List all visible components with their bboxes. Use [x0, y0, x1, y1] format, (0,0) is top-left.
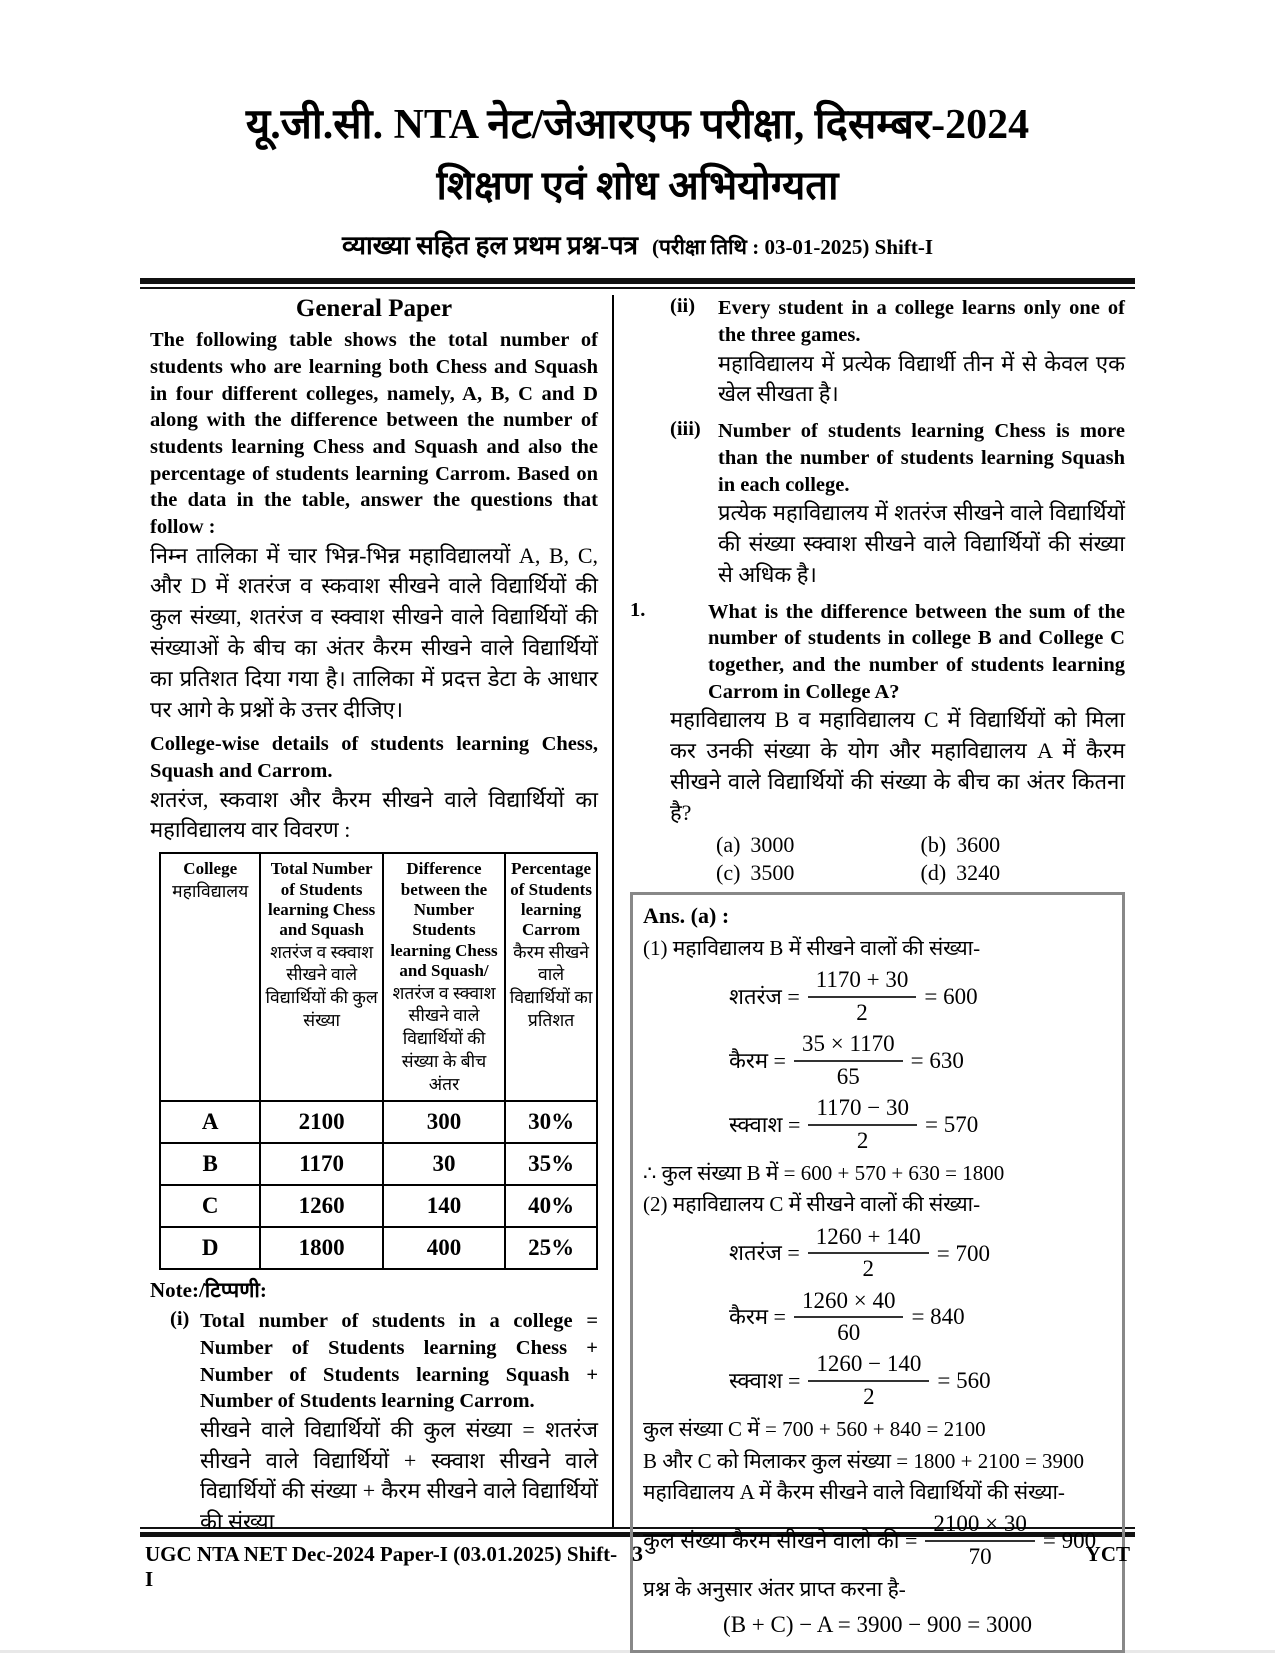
option-b-value: 3600 — [956, 832, 1001, 858]
formula-label: स्क्वाश = — [729, 1111, 801, 1137]
college-data-table — [159, 852, 598, 1270]
solution-text: प्रश्न के अनुसार अंतर प्राप्त करना है- — [643, 1577, 906, 1602]
formula-result: = 630 — [910, 1048, 964, 1074]
condition-ii-body — [718, 295, 1125, 410]
question-options — [670, 832, 1125, 886]
note-item-i — [150, 1308, 598, 1538]
question-english: What is the difference between the sum of the number of students in college B and College C together, and the number of students learning Carrom in College A? — [708, 600, 1125, 703]
solution-formula — [729, 1351, 1112, 1410]
condition-item-ii — [630, 295, 1125, 410]
table-row — [160, 1143, 597, 1185]
table-cell: 40% — [505, 1185, 597, 1227]
formula-result: = 840 — [911, 1304, 965, 1330]
table-caption-english: College-wise details of students learning Chess, Squash and Carrom. — [150, 733, 598, 782]
condition-iii-hindi: प्रत्येक महाविद्यालय में शतरंज सीखने वाले विद्यार्थियों की संख्या स्क्वाश सीखने वाले विद्यार्थियों की संख्या से अधिक है। — [718, 500, 1125, 587]
condition-iii-body — [718, 418, 1125, 590]
table-cell: D — [160, 1227, 261, 1269]
table-cell: 1800 — [260, 1227, 382, 1269]
header-total-hi: शतरंज व स्क्वाश सीखने वाले विद्यार्थियों की कुल संख्या — [265, 941, 378, 1030]
fraction: $\frac{1260 + 140}{2}$ — [808, 1224, 929, 1283]
header-difference-hi: शतरंज व स्क्वाश सीखने वाले विद्यार्थियों की संख्या के बीच अंतर — [392, 982, 496, 1094]
formula-label: कैरम = — [729, 1047, 786, 1073]
formula-result: = 700 — [936, 1240, 990, 1266]
option-d-value: 3240 — [956, 860, 1001, 886]
table-cell: 25% — [505, 1227, 597, 1269]
page-header — [0, 0, 1275, 262]
formula-result: = 560 — [937, 1368, 991, 1394]
paper-title-line1: यू.जी.सी. NTA नेट/जेआरएफ परीक्षा, दिसम्बर-2024 — [245, 102, 1030, 148]
table-cell: 1260 — [260, 1185, 382, 1227]
table-header-college — [160, 853, 261, 1101]
subtitle-text: व्याख्या सहित हल प्रथम प्रश्न-पत्र — [341, 231, 638, 261]
solution-text: B और C को मिलाकर कुल संख्या = 1800 + 2100 = 3900 — [643, 1448, 1085, 1473]
fraction: $\frac{35 \times 1170}{65}$ — [794, 1031, 903, 1090]
fraction: $\frac{1170 - 30}{2}$ — [808, 1095, 917, 1154]
college-table-body — [160, 1101, 597, 1269]
formula-result: = 600 — [924, 984, 978, 1010]
option-c — [716, 860, 921, 886]
solution-text: महाविद्यालय A में कैरम सीखने वाले विद्यार्थियों की संख्या- — [643, 1479, 1065, 1504]
table-cell: 400 — [383, 1227, 505, 1269]
table-cell: B — [160, 1143, 261, 1185]
formula-label: कैरम = — [729, 1304, 786, 1330]
table-header-percentage — [505, 853, 597, 1101]
header-percentage-en: Percentage of Students learning Carrom — [510, 859, 592, 940]
option-a — [716, 832, 921, 858]
solution-formula — [729, 1224, 1112, 1283]
solution-text: ∴ कुल संख्या B में = 600 + 570 + 630 = 1800 — [643, 1160, 1005, 1185]
question-body — [670, 599, 1125, 887]
fraction: $\frac{1260 - 140}{2}$ — [808, 1351, 929, 1410]
table-cell: 1170 — [260, 1143, 382, 1185]
table-cell: 300 — [383, 1101, 505, 1143]
note-label: Note:/टिप्पणी: — [150, 1278, 267, 1303]
table-row — [160, 1227, 597, 1269]
condition-ii-english: Every student in a college learns only one of the three games. — [718, 297, 1125, 347]
formula-label: शतरंज = — [729, 983, 800, 1009]
table-cell: 140 — [383, 1185, 505, 1227]
condition-iii-english: Number of students learning Chess is more than the number of students learning Squash in each college. — [718, 420, 1125, 496]
solution-formula — [729, 1288, 1112, 1347]
table-cell: A — [160, 1101, 261, 1143]
option-c-label: (c) — [716, 860, 741, 886]
question-number: 1. — [630, 598, 646, 621]
solution-formula — [729, 967, 1112, 1026]
table-cell: 30 — [383, 1143, 505, 1185]
solution-formula — [729, 1031, 1112, 1090]
footer-publisher: YCT — [1085, 1542, 1130, 1567]
condition-ii-hindi: महाविद्यालय में प्रत्येक विद्यार्थी तीन में से केवल एक खेल सीखता है। — [718, 350, 1125, 407]
option-b-label: (b) — [920, 832, 947, 858]
option-c-value: 3500 — [750, 860, 795, 886]
option-a-value: 3000 — [750, 832, 795, 858]
formula-label: स्क्वाश = — [729, 1368, 801, 1394]
option-a-label: (a) — [716, 832, 741, 858]
fraction: $\frac{1260 \times 40}{60}$ — [794, 1288, 903, 1347]
condition-iii-label: (iii) — [670, 418, 701, 441]
header-college-hi: महाविद्यालय — [172, 880, 249, 901]
table-row — [160, 1185, 597, 1227]
fraction: $\frac{1170 + 30}{2}$ — [808, 967, 917, 1026]
formula-label: कुल संख्या कैरम सीखने वालो की = — [643, 1527, 918, 1553]
condition-item-iii — [630, 418, 1125, 590]
header-difference-en: Difference between the Number Students learning Chess and Squash/ — [390, 859, 498, 981]
fraction: $\frac{2100 \times 30}{70}$ — [925, 1511, 1034, 1570]
formula-label: शतरंज = — [729, 1240, 800, 1266]
answer-heading: Ans. (a) : — [643, 903, 730, 929]
table-header-row — [160, 853, 597, 1101]
solution-text: (B + C) − A = 3900 − 900 = 3000 — [723, 1611, 1032, 1637]
footer-page-number: 3 — [632, 1541, 643, 1567]
table-cell: 35% — [505, 1143, 597, 1185]
exam-date-note: (परीक्षा तिथि : 03-01-2025) Shift-I — [651, 235, 934, 260]
formula-result: = 900 — [1042, 1528, 1097, 1554]
answer-steps — [643, 934, 1112, 1640]
option-d-label: (d) — [920, 860, 947, 886]
condition-ii-label: (ii) — [670, 295, 696, 318]
table-header-difference — [383, 853, 505, 1101]
header-divider-rule — [140, 278, 1135, 289]
solution-text: (2) महाविद्यालय C में सीखने वालों की संख्या- — [643, 1192, 981, 1217]
option-b — [921, 832, 1126, 858]
paper-subtitle — [0, 226, 1275, 262]
intro-paragraph-english: The following table shows the total number of students who are learning both Chess and Squash in four different colleges, namely, A, B, C and D along with the difference between the number of students learning Chess and Squash and also the percentage of students learning Carrom. Based on the data in the table, answer the questions that follow : — [150, 329, 598, 538]
note-item-label: (i) — [170, 1308, 190, 1331]
header-percentage-hi: कैरम सीखने वाले विद्यार्थियों का प्रतिशत — [509, 941, 593, 1030]
option-d — [921, 860, 1126, 886]
table-cell: 30% — [505, 1101, 597, 1143]
note-item-english: Total number of students in a college = Number of Students learning Chess + Number of Students learning Squash + Number of Students learning Carrom. — [200, 1310, 598, 1413]
note-item-hindi: सीखने वाले विद्यार्थियों की कुल संख्या = शतरंज सीखने वाले विद्यार्थियों + स्क्वाश सीखने वाले विद्यार्थियों की संख्या + कैरम सीखने वाले विद्यार्थियों की संख्या — [200, 1416, 598, 1535]
solution-text: (1) महाविद्यालय B में सीखने वालों की संख्या- — [643, 936, 981, 961]
solution-text: कुल संख्या C में = 700 + 560 + 840 = 2100 — [643, 1417, 986, 1442]
table-header-total — [260, 853, 382, 1101]
answer-box — [630, 892, 1125, 1652]
table-cell: 2100 — [260, 1101, 382, 1143]
paper-title-line2: शिक्षण एवं शोध अभियोग्यता — [436, 163, 839, 209]
solution-formula — [729, 1095, 1112, 1154]
footer-paper-info: UGC NTA NET Dec-2024 Paper-I (03.01.2025) Shift-I — [145, 1542, 618, 1592]
question-hindi: महाविद्यालय B व महाविद्यालय C में विद्यार्थियों को मिला कर उनकी संख्या के योग और महाविद्यालय A में कैरम सीखने वाले विद्यार्थियों की संख्या के बीच का अंतर कितना है? — [670, 707, 1125, 825]
question-1 — [630, 599, 1125, 887]
header-college-en: College — [183, 859, 238, 879]
table-cell: C — [160, 1185, 261, 1227]
header-total-en: Total Number of Students learning Chess and Squash — [268, 859, 376, 940]
table-caption-hindi: शतरंज, स्कवाश और कैरम सीखने वाले विद्यार्थियों का महाविद्यालय वार विवरण : — [150, 786, 598, 843]
table-row — [160, 1101, 597, 1143]
section-title: General Paper — [295, 295, 453, 323]
formula-result: = 570 — [924, 1112, 979, 1138]
intro-paragraph-hindi: निम्न तालिका में चार भिन्न-भिन्न महाविद्यालयों A, B, C, और D में शतरंज व स्कवाश सीखने वाले विद्यार्थियों की कुल संख्या, शतरंज व स्क्वाश सीखने वाले विद्यार्थियों की संख्याओं के बीच का अंतर कैरम सीखने वाले विद्यार्थियों का प्रतिशत दिया गया है। तालिका में प्रदत्त डेटा के आधार पर आगे के प्रश्नों के उत्तर दीजिए। — [150, 542, 598, 722]
left-column — [150, 295, 612, 1535]
note-item-body — [200, 1308, 598, 1538]
